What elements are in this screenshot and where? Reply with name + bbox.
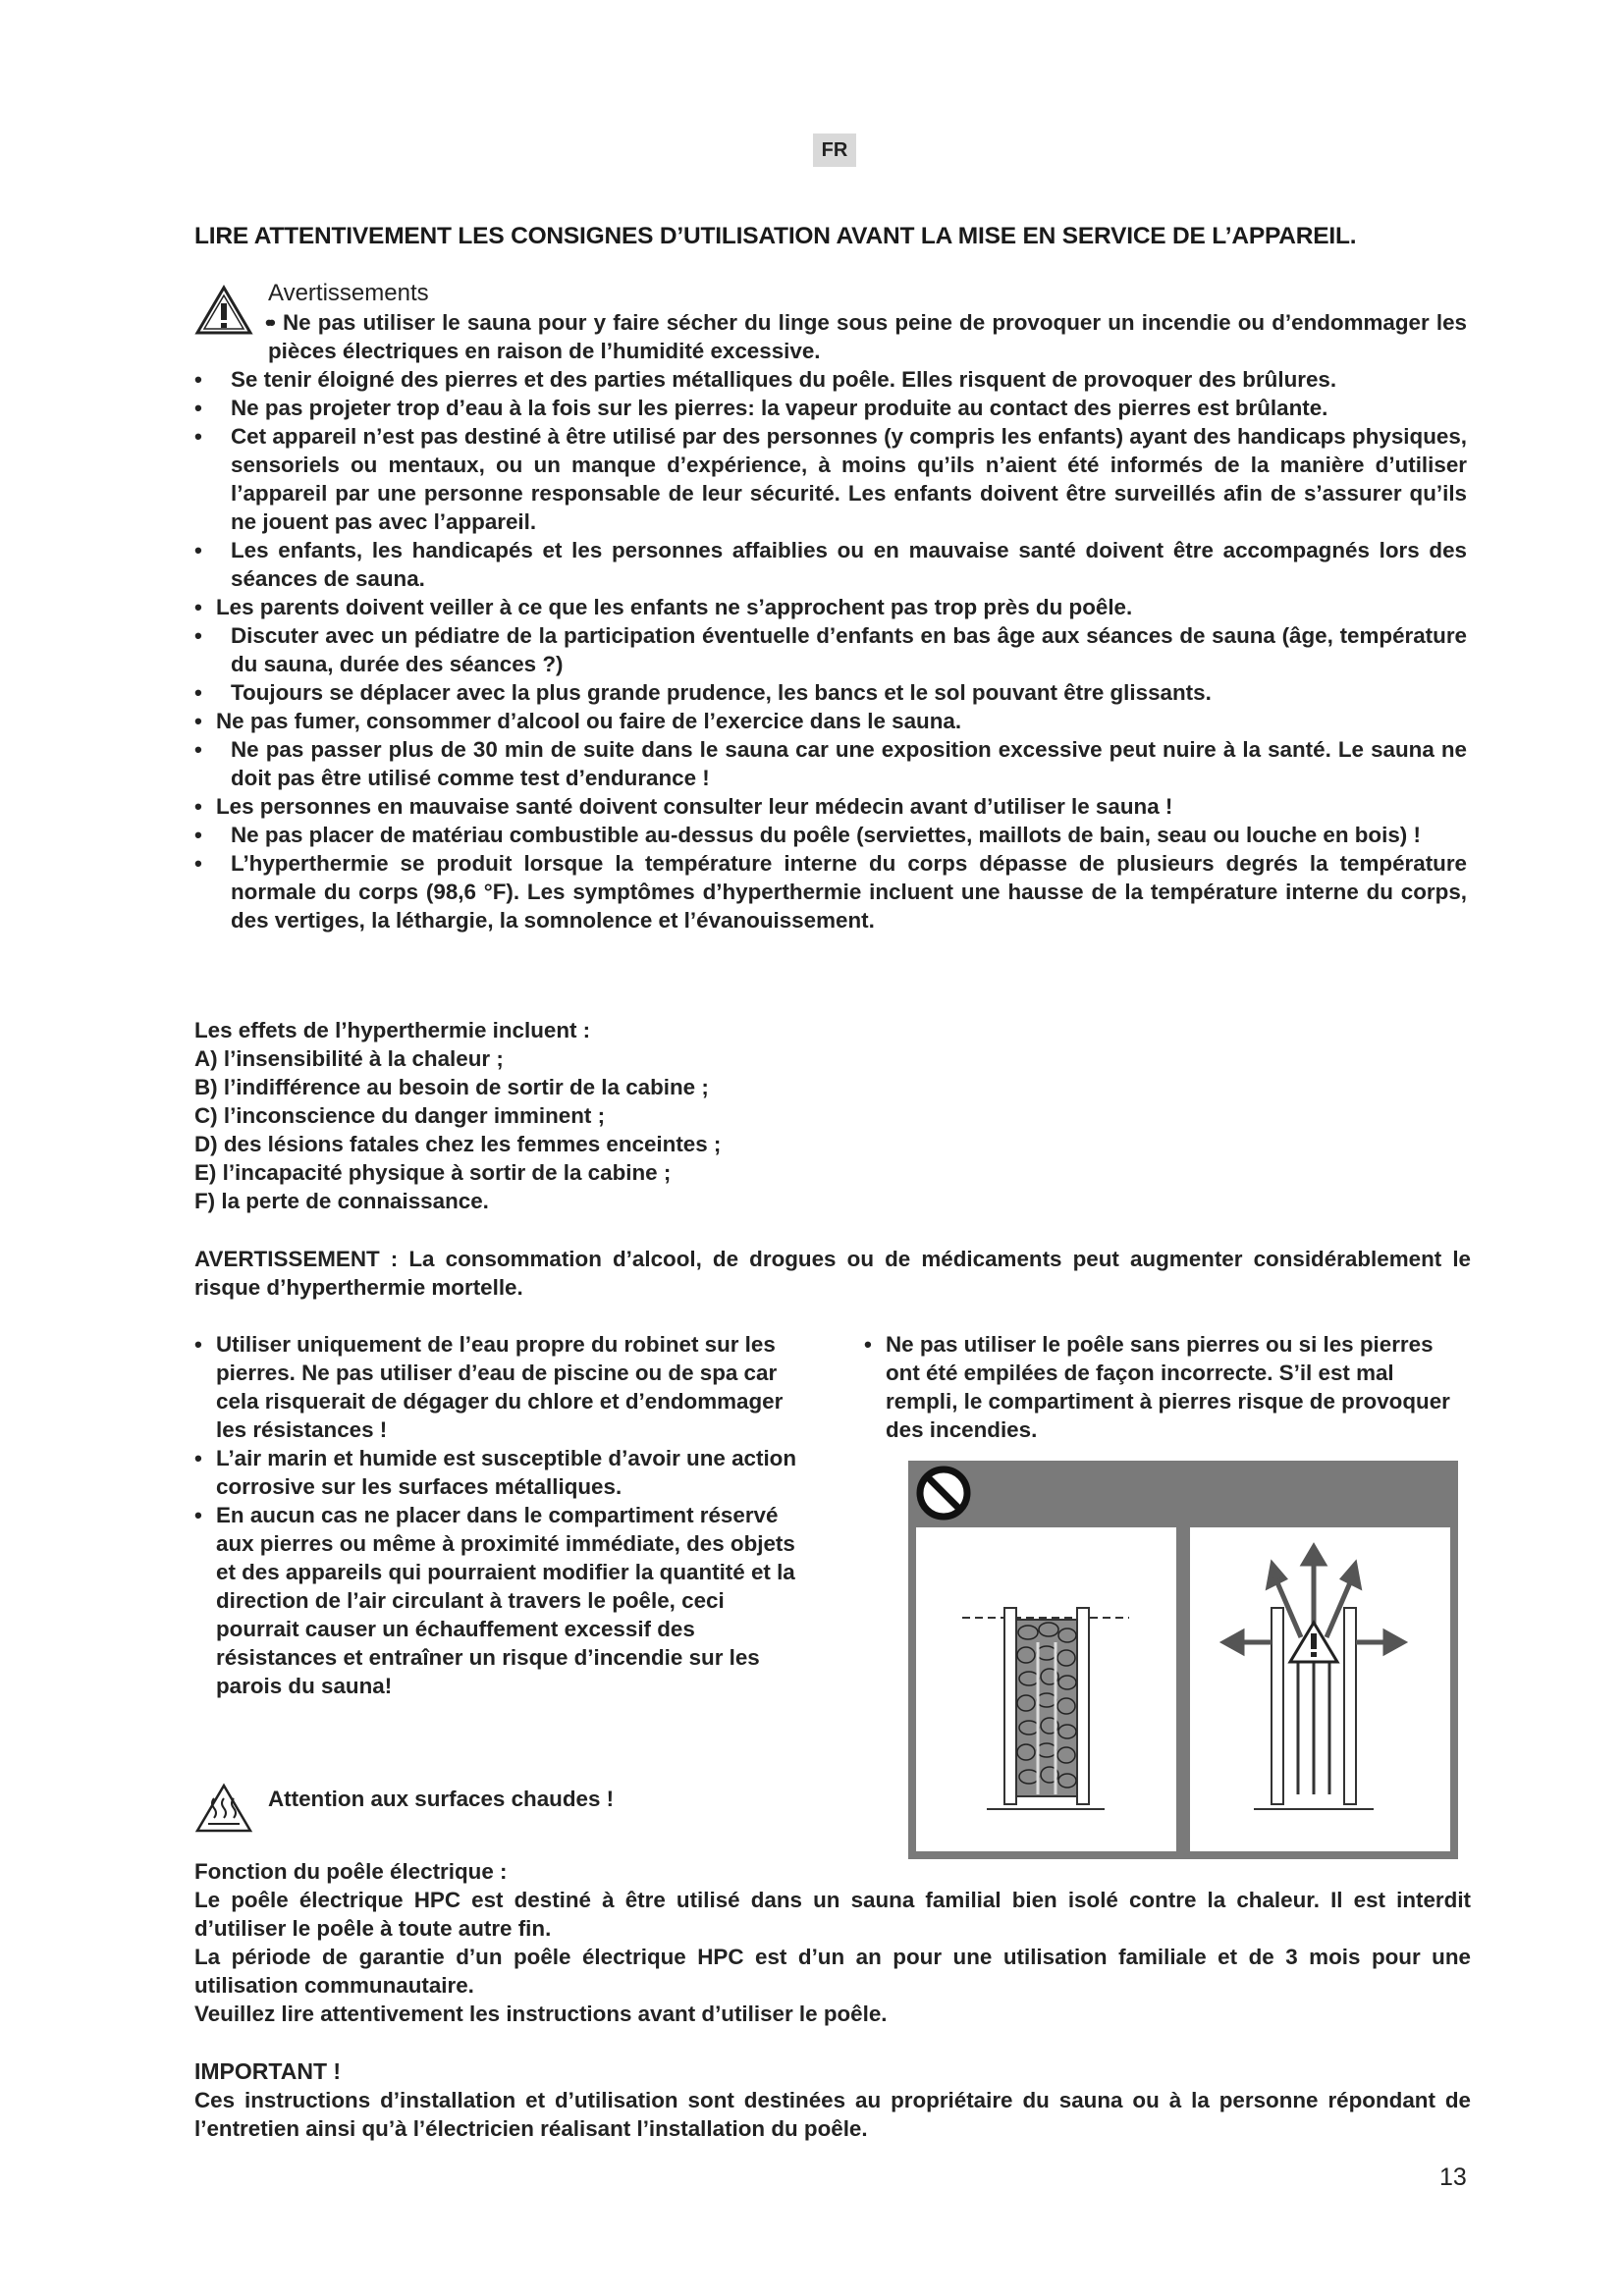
warning-item: • Ne pas fumer, consommer d’alcool ou faire de l’exercice dans le sauna.	[194, 707, 1467, 735]
right-column	[864, 1330, 1473, 1444]
function-section	[194, 1857, 1471, 2028]
warnings-section	[194, 279, 1467, 934]
effect-item: B) l’indifférence au besoin de sortir de la cabine ;	[194, 1075, 709, 1099]
hyperthermia-intro: Les effets de l’hyperthermie incluent :	[194, 1018, 591, 1042]
function-paragraph: Veuillez lire attentivement les instructions avant d’utiliser le poêle.	[194, 2002, 888, 2026]
important-section	[194, 2057, 1471, 2143]
right-bullet-list	[864, 1330, 1473, 1444]
hyperthermia-section	[194, 1016, 1471, 1215]
warning-item: • Cet appareil n’est pas destiné à être utilisé par des personnes (y compris les enfants) ayant des handicaps physiques, sensoriels ou mentaux, ou un manque d’expérience, à moins qu’ils n’aient été informés de la manière d’utiliser l’appareil par une personne responsable de leur sécurité. Les enfants doivent être surveillés afin de s’assurer qu’ils ne jouent pas avec l’appareil.	[194, 422, 1467, 536]
function-heading: Fonction du poêle électrique :	[194, 1859, 508, 1884]
warnings-heading: Avertissements	[268, 280, 429, 306]
left-bullet-item: • Utiliser uniquement de l’eau propre du robinet sur les pierres. Ne pas utiliser d’eau de piscine ou de spa car cela risquerait de dégager du chlore et d’endommager les résistances !	[194, 1330, 803, 1444]
important-heading: IMPORTANT !	[194, 2058, 342, 2084]
avertissement-paragraph: AVERTISSEMENT : La consommation d’alcool, de drogues ou de médicaments peut augmenter considérablement le risque d’hyperthermie mortelle.	[194, 1247, 1471, 1300]
page-title: LIRE ATTENTIVEMENT LES CONSIGNES D’UTILISATION AVANT LA MISE EN SERVICE DE L’APPAREIL.	[194, 223, 1357, 249]
effect-item: C) l’inconscience du danger imminent ;	[194, 1103, 606, 1128]
right-bullet-item: • Ne pas utiliser le poêle sans pierres ou si les pierres ont été empilées de façon incorrecte. S’il est mal rempli, le compartiment à pierres risque de provoquer des incendies.	[864, 1330, 1455, 1444]
hot-surfaces-warning: Attention aux surfaces chaudes !	[268, 1787, 615, 1811]
effect-item: D) des lésions fatales chez les femmes enceintes ;	[194, 1132, 722, 1156]
left-bullet-list	[194, 1330, 803, 1700]
warning-item: • Les personnes en mauvaise santé doivent consulter leur médecin avant d’utiliser le sauna !	[194, 792, 1467, 821]
left-bullet-item: • En aucun cas ne placer dans le compartiment réservé aux pierres ou même à proximité immédiate, des objets et des appareils qui pourraient modifier la quantité et la direction de l’air circulant à travers le poêle, ceci pourrait causer un échauffement excessif des résistances et entraîner un risque d’incendie sur les parois du sauna!	[194, 1501, 803, 1700]
warning-item: • Toujours se déplacer avec la plus grande prudence, les bancs et le sol pouvant être glissants.	[194, 678, 1467, 707]
stone-placement-figure	[908, 1461, 1458, 1859]
warning-item: • Les enfants, les handicapés et les personnes affaiblies ou en mauvaise santé doivent être accompagnés lors des séances de sauna.	[194, 536, 1467, 593]
left-column	[194, 1330, 803, 1700]
warning-first-text: • • Ne pas utiliser le sauna pour y faire sécher du linge sous peine de provoquer un incendie ou d’endommager les pièces électriques en raison de l’humidité excessive.	[268, 310, 1467, 363]
hot-surface-icon	[194, 1783, 253, 1834]
important-text: Ces instructions d’installation et d’utilisation sont destinées au propriétaire du sauna ou à la personne répondant de l’entretien ainsi qu’à l’électricien réalisant l’installation du poêle.	[194, 2088, 1471, 2141]
warning-item: • L’hyperthermie se produit lorsque la température interne du corps dépasse de plusieurs degrés la température normale du corps (98,6 °F). Les symptômes d’hyperthermie incluent une hausse de la température interne du corps, des vertiges, la léthargie, la somnolence et l’évanouissement.	[194, 849, 1467, 934]
language-tag: FR	[813, 133, 856, 167]
warning-list	[194, 365, 1467, 934]
page-number: 13	[1439, 2163, 1467, 2191]
warning-item	[194, 308, 1467, 365]
warning-item: • Se tenir éloigné des pierres et des parties métalliques du poêle. Elles risquent de provoquer des brûlures.	[194, 365, 1467, 394]
effect-item: E) l’incapacité physique à sortir de la cabine ;	[194, 1160, 672, 1185]
warning-list-first	[194, 308, 1467, 365]
effect-item: A) l’insensibilité à la chaleur ;	[194, 1046, 504, 1071]
function-paragraph: La période de garantie d’un poêle électrique HPC est d’un an pour une utilisation familiale et de 3 mois pour une utilisation communautaire.	[194, 1945, 1471, 1998]
warning-item: • Ne pas placer de matériau combustible au-dessus du poêle (serviettes, maillots de bain, seau ou louche en bois) !	[194, 821, 1467, 849]
warning-item: • Ne pas projeter trop d’eau à la fois sur les pierres: la vapeur produite au contact des pierres est brûlante.	[194, 394, 1467, 422]
warning-item: • Les parents doivent veiller à ce que les enfants ne s’approchent pas trop près du poêle.	[194, 593, 1467, 621]
left-bullet-item: • L’air marin et humide est susceptible d’avoir une action corrosive sur les surfaces métalliques.	[194, 1444, 803, 1501]
effect-item: F) la perte de connaissance.	[194, 1189, 489, 1213]
warning-item: • Discuter avec un pédiatre de la participation éventuelle d’enfants en bas âge aux séances de sauna (âge, température du sauna, durée des séances ?)	[194, 621, 1467, 678]
warning-item: • Ne pas passer plus de 30 min de suite dans le sauna car une exposition excessive peut nuire à la santé. Le sauna ne doit pas être utilisé comme test d’endurance !	[194, 735, 1467, 792]
function-paragraph: Le poêle électrique HPC est destiné à être utilisé dans un sauna familial bien isolé contre la chaleur. Il est interdit d’utiliser le poêle à toute autre fin.	[194, 1888, 1471, 1941]
prohibited-icon	[920, 1469, 967, 1517]
